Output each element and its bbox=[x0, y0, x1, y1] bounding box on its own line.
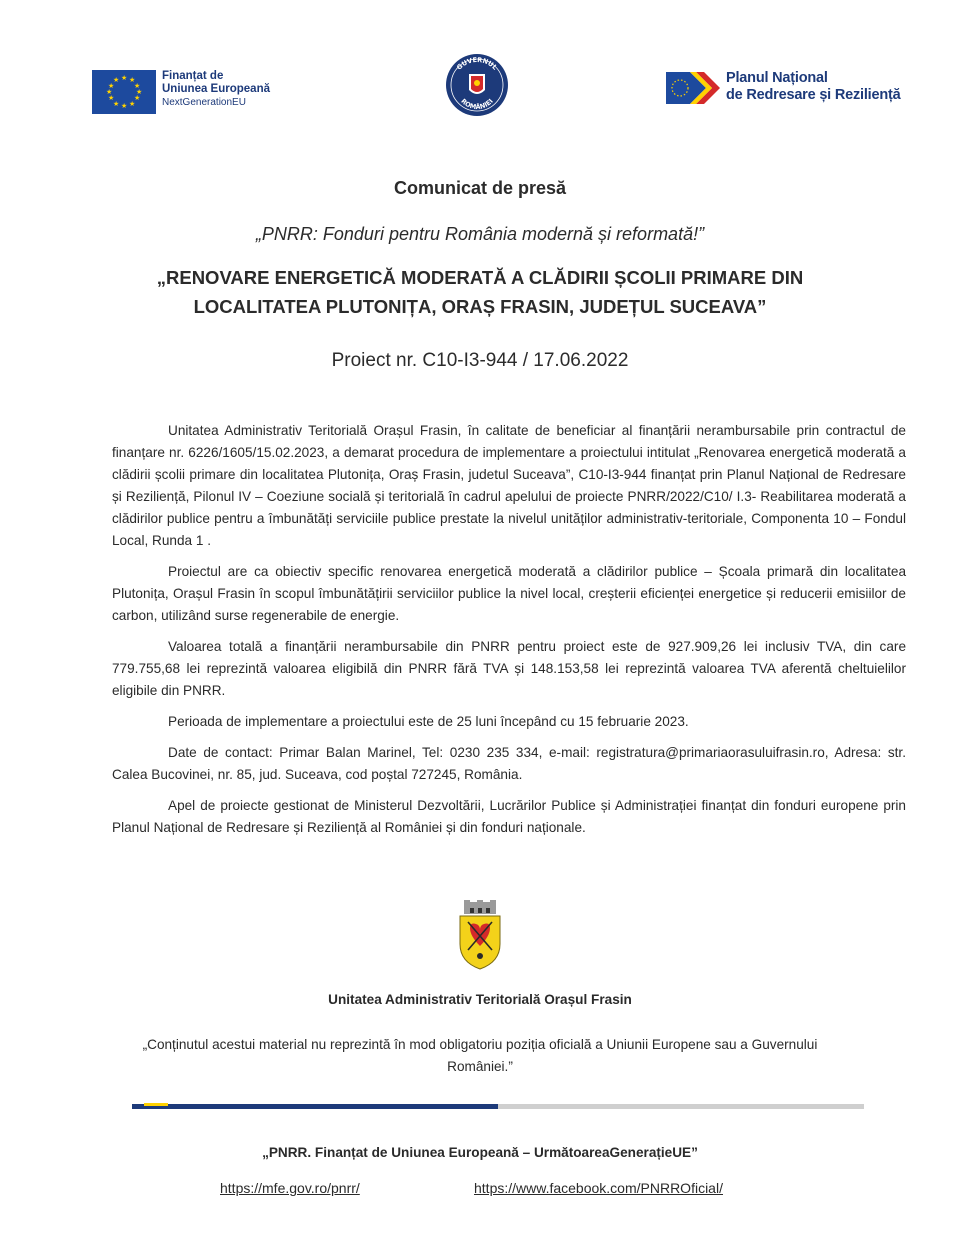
header-logos bbox=[0, 48, 960, 128]
pnrr-line2: de Redresare și Reziliență bbox=[726, 87, 901, 103]
project-number: Proiect nr. C10-I3-944 / 17.06.2022 bbox=[331, 350, 629, 371]
project-title: „RENOVARE ENERGETICĂ MODERATĂ A CLĂDIRII ȘCOLII PRIMARE DIN LOCALITATEA PLUTONIȚA, ORAȘ FRASIN, JUDEȚUL SUCEAVA” bbox=[156, 267, 804, 317]
eu-line1: Finanțat de bbox=[162, 70, 224, 82]
paragraph-objective: Proiectul are ca obiectiv specific renovarea energetică moderată a clădirilor publice – Școala primară din localitatea Plutonița, Orașul Frasin în scopul îmbunătățirii serviciilor publice la nivel local, creșterii eficienței energetice și reducerii emisiilor de carbon, utilizând surse regenerabile de energie. bbox=[112, 564, 906, 623]
paragraph-contact: Date de contact: Primar Balan Marinel, Tel: 0230 235 334, e-mail: registratura@primariaorasuluifrasin.ro, Adresa: str. Calea Bucovinei, nr. 85, jud. Suceava, cod poștal 727245, România. bbox=[112, 745, 906, 782]
paragraph-beneficiary: Unitatea Administrativ Teritorială Orașul Frasin, în calitate de beneficiar al finanțării nerambursabile prin contractul de finanțare nr. 6226/1605/15.02.2023, a demarat procedura de implementare a proiectului intitulat „Renovarea energetică moderată a clădirii școlii primare din localitatea Plutonița, Oraș Frasin, judetul Suceava”, C10-I3-944 finanțat prin Planul Național de Redresare și Reziliență, Pilonul IV – Coeziune socială și teritorială în cadrul apelului de proiecte PNRR/2022/C10/ I.3- Reabilitarea moderată a clădirilor publice pentru a îmbunătăți serviciile publice prestate la nivelul unităților administrativ-teritoriale, Componenta 10 – Fondul Local, Runda 1 . bbox=[112, 423, 906, 548]
uat-name: Unitatea Administrativ Teritorială Orașul Frasin bbox=[328, 992, 632, 1007]
eu-line2: Uniunea Europeană bbox=[162, 83, 270, 95]
mfe-link[interactable]: https://mfe.gov.ro/pnrr/ bbox=[220, 1180, 360, 1196]
paragraph-value: Valoarea totală a finanțării nerambursabile din PNRR pentru proiect este de 927.909,26 lei inclusiv TVA, din care 779.755,68 lei reprezintă valoarea eligibilă din PNRR fără TVA și 148.153,58 lei reprezintă valoarea TVA aferentă cheltuielilor eligibile din PNRR. bbox=[112, 639, 906, 698]
government-seal-icon bbox=[444, 52, 510, 118]
paragraph-call: Apel de proiecte gestionat de Ministerul Dezvoltării, Lucrărilor Publice și Administrației finanțat din fonduri europene prin Planul Național de Redresare și Reziliență al României și din fonduri naționale. bbox=[112, 798, 906, 835]
document-subtitle: „PNRR: Fonduri pentru România modernă și reformată!” bbox=[255, 224, 705, 244]
eu-funding-logo bbox=[92, 70, 270, 114]
frasin-coat-of-arms-icon bbox=[456, 900, 504, 970]
eu-line3: NextGenerationEU bbox=[162, 97, 246, 108]
footer-divider-bar bbox=[132, 1104, 864, 1109]
pnrr-logo bbox=[666, 70, 901, 106]
footer-title: „PNRR. Finanțat de Uniunea Europeană – UrmătoareaGenerațieUE” bbox=[262, 1145, 698, 1160]
disclaimer: „Conținutul acestui material nu reprezintă în mod obligatoriu poziția oficială a Uniunii Europene sau a Guvernului României.” bbox=[142, 1037, 818, 1074]
paragraph-period: Perioada de implementare a proiectului este de 25 luni începând cu 15 februarie 2023. bbox=[168, 714, 689, 729]
pnrr-arrow-icon bbox=[666, 70, 722, 106]
pnrr-line1: Planul Național bbox=[726, 70, 828, 86]
facebook-link[interactable]: https://www.facebook.com/PNRROficial/ bbox=[474, 1180, 723, 1196]
eu-flag-icon: ★ ★ ★ ★ ★ ★ ★ ★ ★ ★ ★ ★ bbox=[92, 70, 156, 114]
document-title: Comunicat de presă bbox=[393, 178, 567, 198]
press-release-body bbox=[112, 420, 906, 848]
seal-text-bottom: ROMÂNIEI bbox=[459, 97, 495, 112]
seal-text-top: GUVERNUL bbox=[455, 55, 499, 72]
